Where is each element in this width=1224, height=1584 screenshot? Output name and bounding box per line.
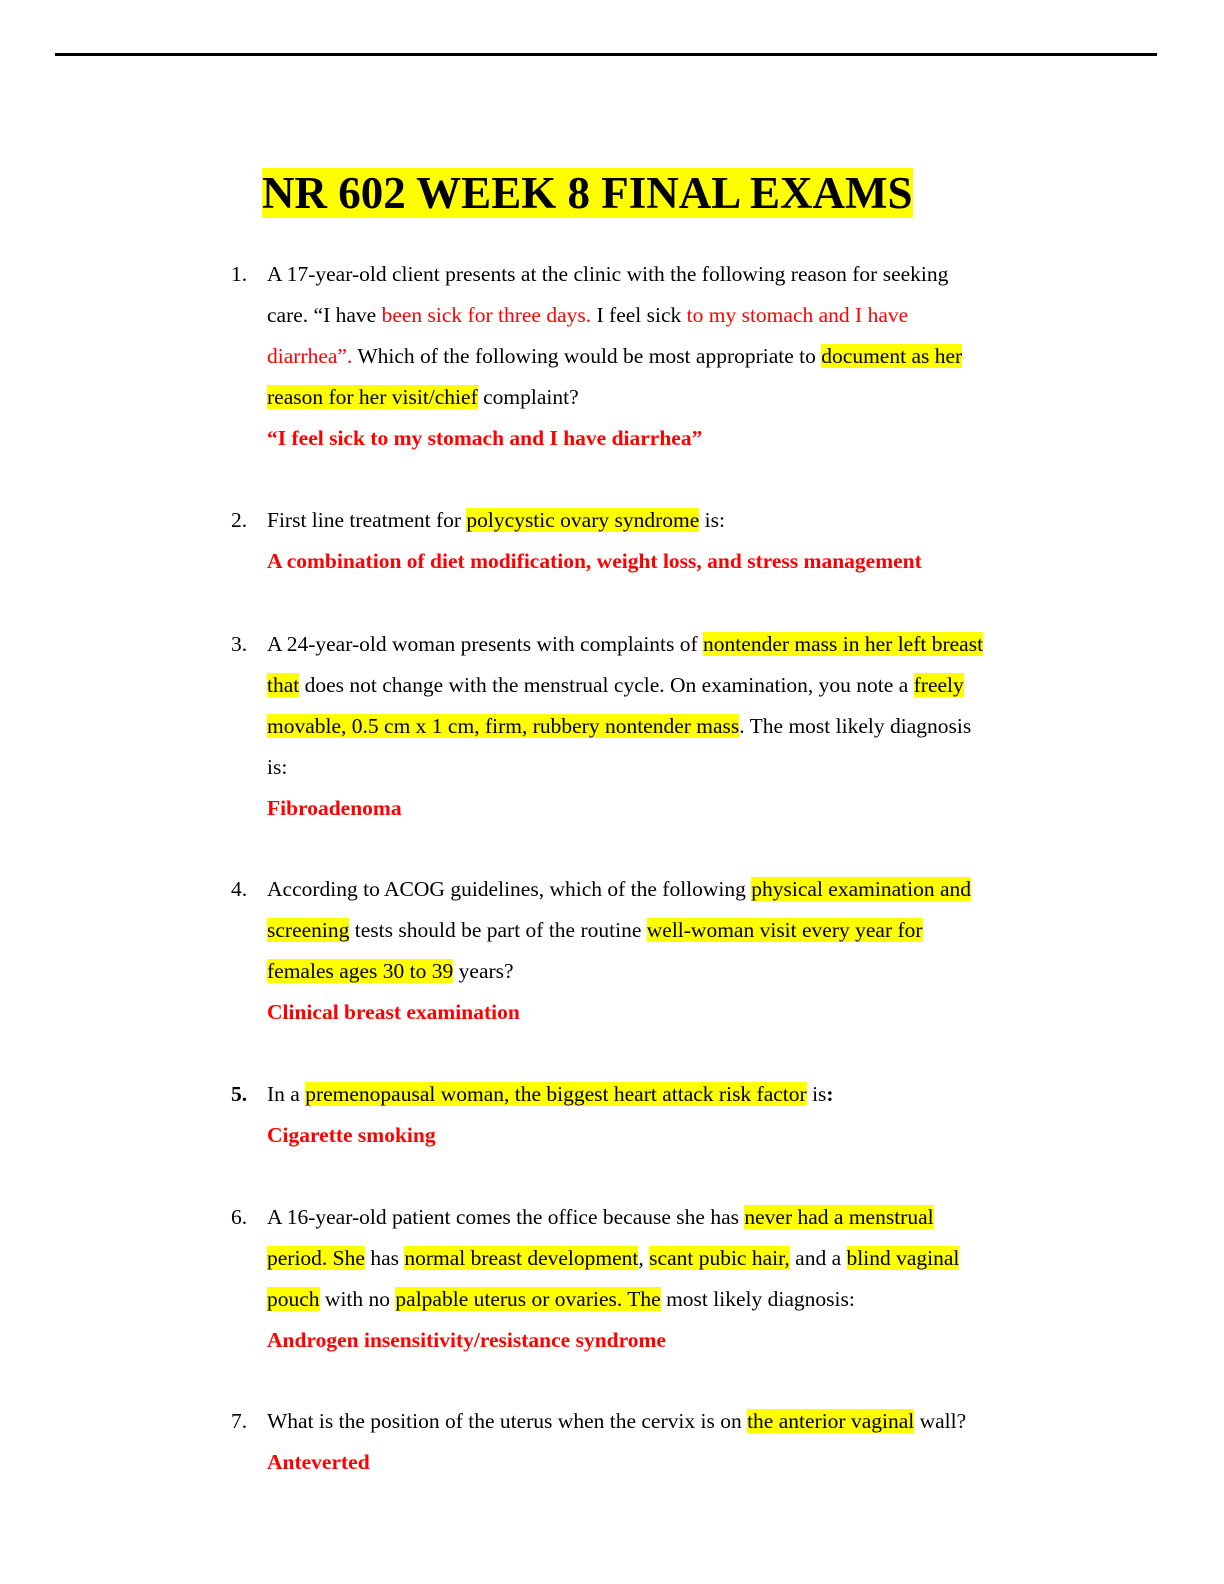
question-text: has [364, 1246, 405, 1270]
bold-colon: : [826, 1082, 834, 1106]
highlighted-text: movable, 0.5 cm x 1 cm, firm, rubbery nontender mass [267, 714, 740, 738]
question-text: years? [453, 959, 514, 983]
question-text: A 24-year-old woman presents with complaints of [267, 632, 704, 656]
question-line [267, 869, 1067, 910]
question-text: First line treatment for [267, 508, 467, 532]
page-title-text: NR 602 WEEK 8 FINAL EXAMS [262, 168, 913, 218]
question-text: , [638, 1246, 650, 1270]
answer: “I feel sick to my stomach and I have diarrhea” [267, 426, 703, 450]
red-text: been sick for three days. [381, 303, 592, 327]
highlighted-text: pouch [267, 1287, 320, 1311]
question-text: with no [319, 1287, 396, 1311]
question-body [267, 500, 1067, 582]
question-text: According to ACOG guidelines, which of the following [267, 877, 752, 901]
question-line [267, 377, 1067, 418]
question-text: and a [789, 1246, 847, 1270]
highlighted-text: document as her [821, 344, 963, 368]
answer: Fibroadenoma [267, 796, 402, 820]
question-text: Which of the following would be most appropriate to [352, 344, 822, 368]
question-line [267, 1238, 1067, 1279]
highlighted-text: females ages 30 to 39 [267, 959, 454, 983]
question-line [267, 951, 1067, 992]
question-line [267, 336, 1067, 377]
answer: Anteverted [267, 1450, 370, 1474]
question-body [267, 1197, 1067, 1361]
question-text: is [806, 1082, 827, 1106]
question-text: A 16-year-old patient comes the office because she has [267, 1205, 745, 1229]
highlighted-text: screening [267, 918, 350, 942]
highlighted-text: reason for her visit/chief [267, 385, 478, 409]
question-line [267, 665, 1067, 706]
highlighted-text: well-woman visit every year for [646, 918, 923, 942]
question-number: 7. [231, 1409, 248, 1433]
question-body [267, 1074, 1067, 1156]
red-text: to my stomach and I have [686, 303, 909, 327]
answer: Clinical breast examination [267, 1000, 520, 1024]
question-text: care. “I have [267, 303, 382, 327]
highlighted-text: physical examination and [751, 877, 971, 901]
highlighted-text: that [267, 673, 300, 697]
question-number: 3. [231, 632, 248, 656]
highlighted-text: premenopausal woman, the biggest heart attack risk factor [305, 1082, 807, 1106]
answer: Androgen insensitivity/resistance syndrome [267, 1328, 666, 1352]
question-number: 1. [231, 262, 248, 286]
question-line [267, 624, 1067, 665]
answer: Cigarette smoking [267, 1123, 436, 1147]
question-body [267, 1401, 1067, 1483]
question-number: 5. [231, 1082, 248, 1106]
question-body [267, 624, 1067, 829]
question-line [267, 254, 1067, 295]
question-text: tests should be part of the routine [349, 918, 647, 942]
question-number: 4. [231, 877, 248, 901]
question-line [267, 295, 1067, 336]
question-text: In a [267, 1082, 306, 1106]
question-line [267, 1279, 1067, 1320]
question-text: most likely diagnosis: [660, 1287, 855, 1311]
question-text: What is the position of the uterus when the cervix is on [267, 1409, 748, 1433]
red-text: diarrhea”. [267, 344, 353, 368]
question-line [267, 910, 1067, 951]
question-line [267, 500, 1067, 541]
question-line [267, 1074, 1067, 1115]
highlighted-text: period. She [267, 1246, 365, 1270]
highlighted-text: palpable uterus or ovaries. The [395, 1287, 661, 1311]
question-body [267, 254, 1067, 459]
highlighted-text: never had a menstrual [744, 1205, 934, 1229]
highlighted-text: freely [913, 673, 964, 697]
highlighted-text: scant pubic hair, [649, 1246, 790, 1270]
question-line [267, 706, 1067, 747]
question-line [267, 1401, 1067, 1442]
question-text: complaint? [477, 385, 579, 409]
highlighted-text: nontender mass in her left breast [703, 632, 984, 656]
question-number: 6. [231, 1205, 248, 1229]
question-text: . The most likely diagnosis [739, 714, 972, 738]
highlighted-text: normal breast development [404, 1246, 639, 1270]
question-line [267, 747, 1067, 788]
question-number: 2. [231, 508, 248, 532]
answer: A combination of diet modification, weight loss, and stress management [267, 549, 922, 573]
question-text: is: [267, 755, 288, 779]
question-body [267, 869, 1067, 1033]
top-rule [55, 53, 1157, 56]
page-title [262, 165, 913, 221]
question-line [267, 1197, 1067, 1238]
highlighted-text: blind vaginal [846, 1246, 960, 1270]
highlighted-text: polycystic ovary syndrome [466, 508, 700, 532]
question-text: is: [699, 508, 725, 532]
highlighted-text: the anterior vaginal [747, 1409, 915, 1433]
question-text: does not change with the menstrual cycle. On examination, you note a [299, 673, 914, 697]
question-text: A 17-year-old client presents at the clinic with the following reason for seeking [267, 262, 949, 286]
question-text: I feel sick [591, 303, 687, 327]
question-text: wall? [914, 1409, 967, 1433]
